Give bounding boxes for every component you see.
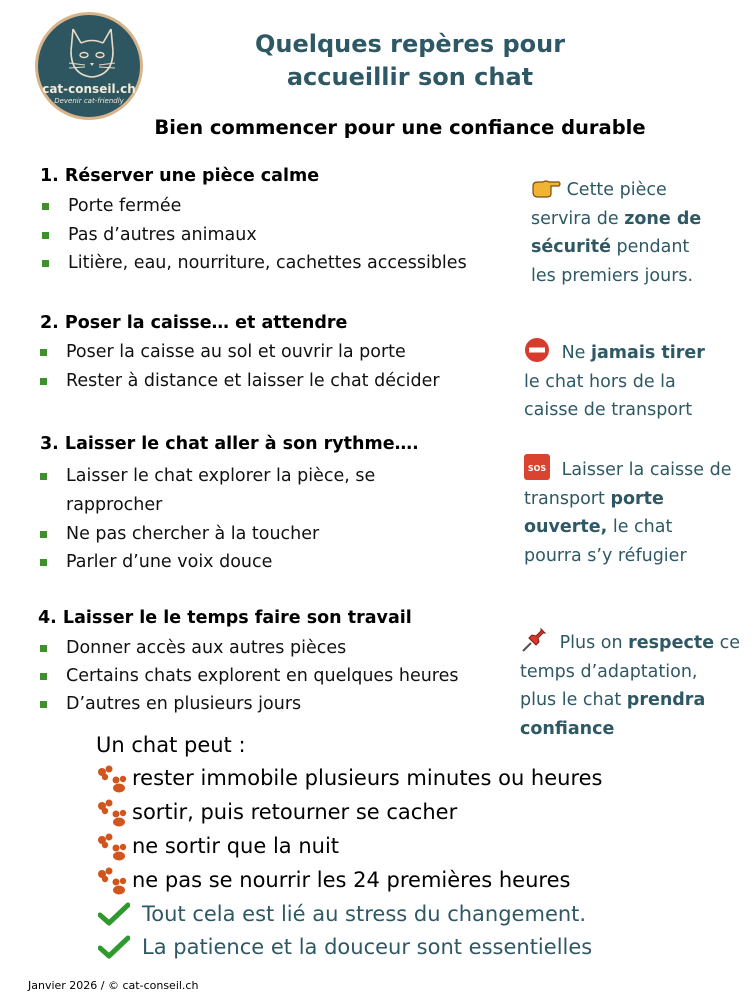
cat-list-intro: Un chat peut :	[96, 733, 246, 757]
bullet-square	[40, 531, 47, 538]
logo	[35, 12, 143, 120]
paw-icon	[96, 867, 130, 895]
sos-icon-text: SOS	[527, 464, 547, 473]
footer-copyright: Janvier 2026 / © cat-conseil.ch	[28, 979, 199, 992]
paw-icon	[96, 833, 130, 861]
section-2-title: 2. Poser la caisse… et attendre	[40, 313, 348, 333]
tip-box-3: SOS Laisser la caisse de transport porte ouverte, le chat pourra s’y réfugier	[524, 454, 754, 570]
checkmark-icon	[98, 935, 130, 959]
bullet-square	[42, 232, 49, 239]
section-1-title: 1. Réserver une pièce calme	[40, 166, 320, 186]
paw-icon	[96, 799, 130, 827]
sos-icon	[524, 454, 550, 480]
checkmark-icon	[98, 902, 130, 926]
tip-box-4: Plus on respecte ce temps d’adaptation, plus le chat prendra confiance	[520, 626, 754, 743]
bullet-square	[40, 559, 47, 566]
bullet-square	[42, 203, 49, 210]
bullet-square	[40, 701, 47, 708]
section-3-title: 3. Laisser le chat aller à son rythme….	[40, 434, 419, 454]
cat-face-icon	[65, 25, 119, 81]
section-4-title: 4. Laisser le le temps faire son travail	[38, 608, 412, 628]
no-entry-icon	[524, 337, 550, 363]
title-line-2: accueillir son chat	[286, 63, 534, 91]
page-title	[200, 28, 620, 94]
logo-name: cat-conseil.ch	[42, 82, 136, 96]
paw-icon	[96, 765, 130, 793]
title-line-1: Quelques repères pour	[254, 30, 566, 58]
bullet-square	[40, 645, 47, 652]
bullet-square	[40, 378, 47, 385]
tip-box-1: Cette pièce servira de zone de sécurité pendant les premiers jours.	[531, 180, 702, 286]
pointing-hand-icon	[531, 178, 561, 198]
bullet-square	[42, 260, 49, 267]
logo-tagline: Devenir cat-friendly	[54, 97, 124, 105]
bullet-square	[40, 349, 47, 356]
tip-box-2: Ne jamais tirer le chat hors de la caisse de transport	[524, 337, 744, 425]
pushpin-icon	[520, 626, 548, 654]
page-subtitle: Bien commencer pour une confiance durable	[154, 116, 646, 139]
bullet-square	[40, 473, 47, 480]
bullet-square	[40, 673, 47, 680]
